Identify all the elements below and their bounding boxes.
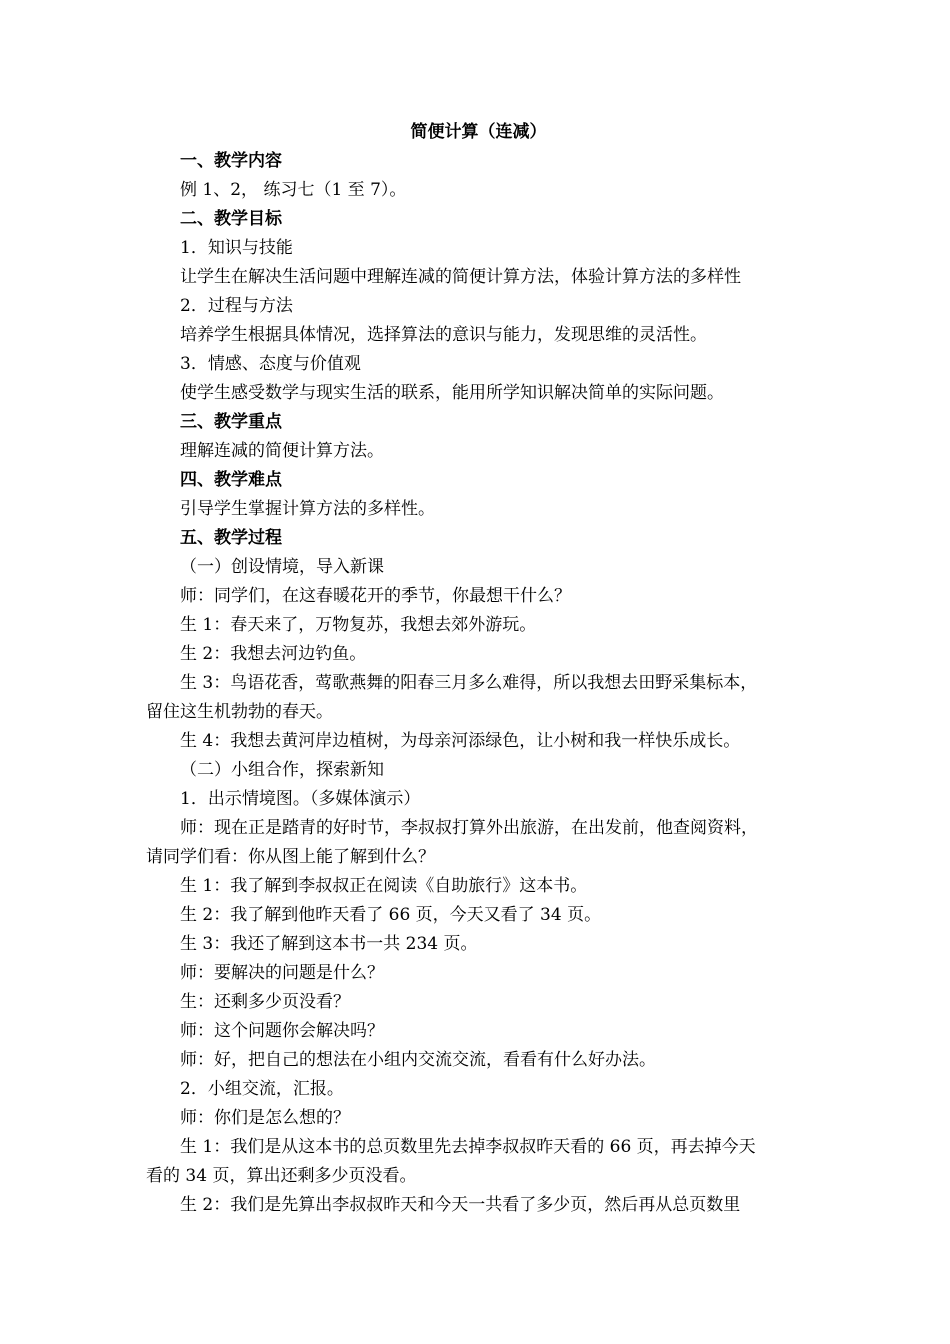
text-line: 理解连减的简便计算方法。: [180, 441, 384, 461]
text-line: 师：现在正是踏青的好时节，李叔叔打算外出旅游，在出发前，他查阅资料，: [180, 818, 758, 838]
text-line: （二）小组合作，探索新知: [180, 760, 384, 780]
text-line: 生 2：我想去河边钓鱼。: [180, 644, 367, 664]
text-line: 师：好，把自己的想法在小组内交流交流，看看有什么好办法。: [180, 1050, 656, 1070]
document-page: [146, 118, 811, 1220]
text-line: 师：同学们，在这春暖花开的季节，你最想干什么？: [180, 586, 571, 606]
text-line: 生 3：我还了解到这本书一共 234 页。: [180, 934, 478, 954]
text-line: 3．情感、态度与价值观: [180, 354, 361, 374]
text-line: 让学生在解决生活问题中理解连减的简便计算方法，体验计算方法的多样性: [180, 267, 741, 287]
text-line: 1．出示情境图。（多媒体演示）: [180, 789, 421, 809]
text-line: 生 1：春天来了，万物复苏，我想去郊外游玩。: [180, 615, 537, 635]
document-title: 简便计算（连减）: [410, 122, 547, 142]
text-line: 师：这个问题你会解决吗？: [180, 1021, 384, 1041]
text-line: 生 3：鸟语花香，莺歌燕舞的阳春三月多么难得，所以我想去田野采集标本，: [180, 673, 758, 693]
text-line: 看的 34 页，算出还剩多少页没看。: [146, 1166, 417, 1186]
text-line: 师：你们是怎么想的？: [180, 1108, 350, 1128]
text-line: 生 2：我了解到他昨天看了 66 页，今天又看了 34 页。: [180, 905, 602, 925]
text-line: 2．小组交流，汇报。: [180, 1079, 344, 1099]
text-line: 师：要解决的问题是什么？: [180, 963, 384, 983]
text-line: 生 1：我了解到李叔叔正在阅读《自助旅行》这本书。: [180, 876, 588, 896]
text-line: 引导学生掌握计算方法的多样性。: [180, 499, 435, 519]
text-line: 留住这生机勃勃的春天。: [146, 702, 333, 722]
section-heading: 二、教学目标: [180, 209, 282, 229]
text-line: 生 4：我想去黄河岸边植树，为母亲河添绿色，让小树和我一样快乐成长。: [180, 731, 741, 751]
section-heading: 三、教学重点: [180, 412, 282, 432]
document-body: [146, 147, 811, 1220]
section-heading: 四、教学难点: [180, 470, 282, 490]
text-line: 1．知识与技能: [180, 238, 293, 258]
text-line: （一）创设情境，导入新课: [180, 557, 384, 577]
text-line: 2．过程与方法: [180, 296, 293, 316]
text-line: 例 1、2， 练习七（1 至 7）。: [180, 180, 407, 200]
text-line: 生 2：我们是先算出李叔叔昨天和今天一共看了多少页，然后再从总页数里: [180, 1195, 741, 1215]
text-line: 使学生感受数学与现实生活的联系，能用所学知识解决简单的实际问题。: [180, 383, 724, 403]
text-line: 生：还剩多少页没看？: [180, 992, 350, 1012]
section-heading: 一、教学内容: [180, 151, 282, 171]
section-heading: 五、教学过程: [180, 528, 282, 548]
text-line: 生 1：我们是从这本书的总页数里先去掉李叔叔昨天看的 66 页，再去掉今天: [180, 1137, 756, 1157]
text-line: 培养学生根据具体情况，选择算法的意识与能力，发现思维的灵活性。: [180, 325, 707, 345]
text-line: 请同学们看：你从图上能了解到什么？: [146, 847, 435, 867]
